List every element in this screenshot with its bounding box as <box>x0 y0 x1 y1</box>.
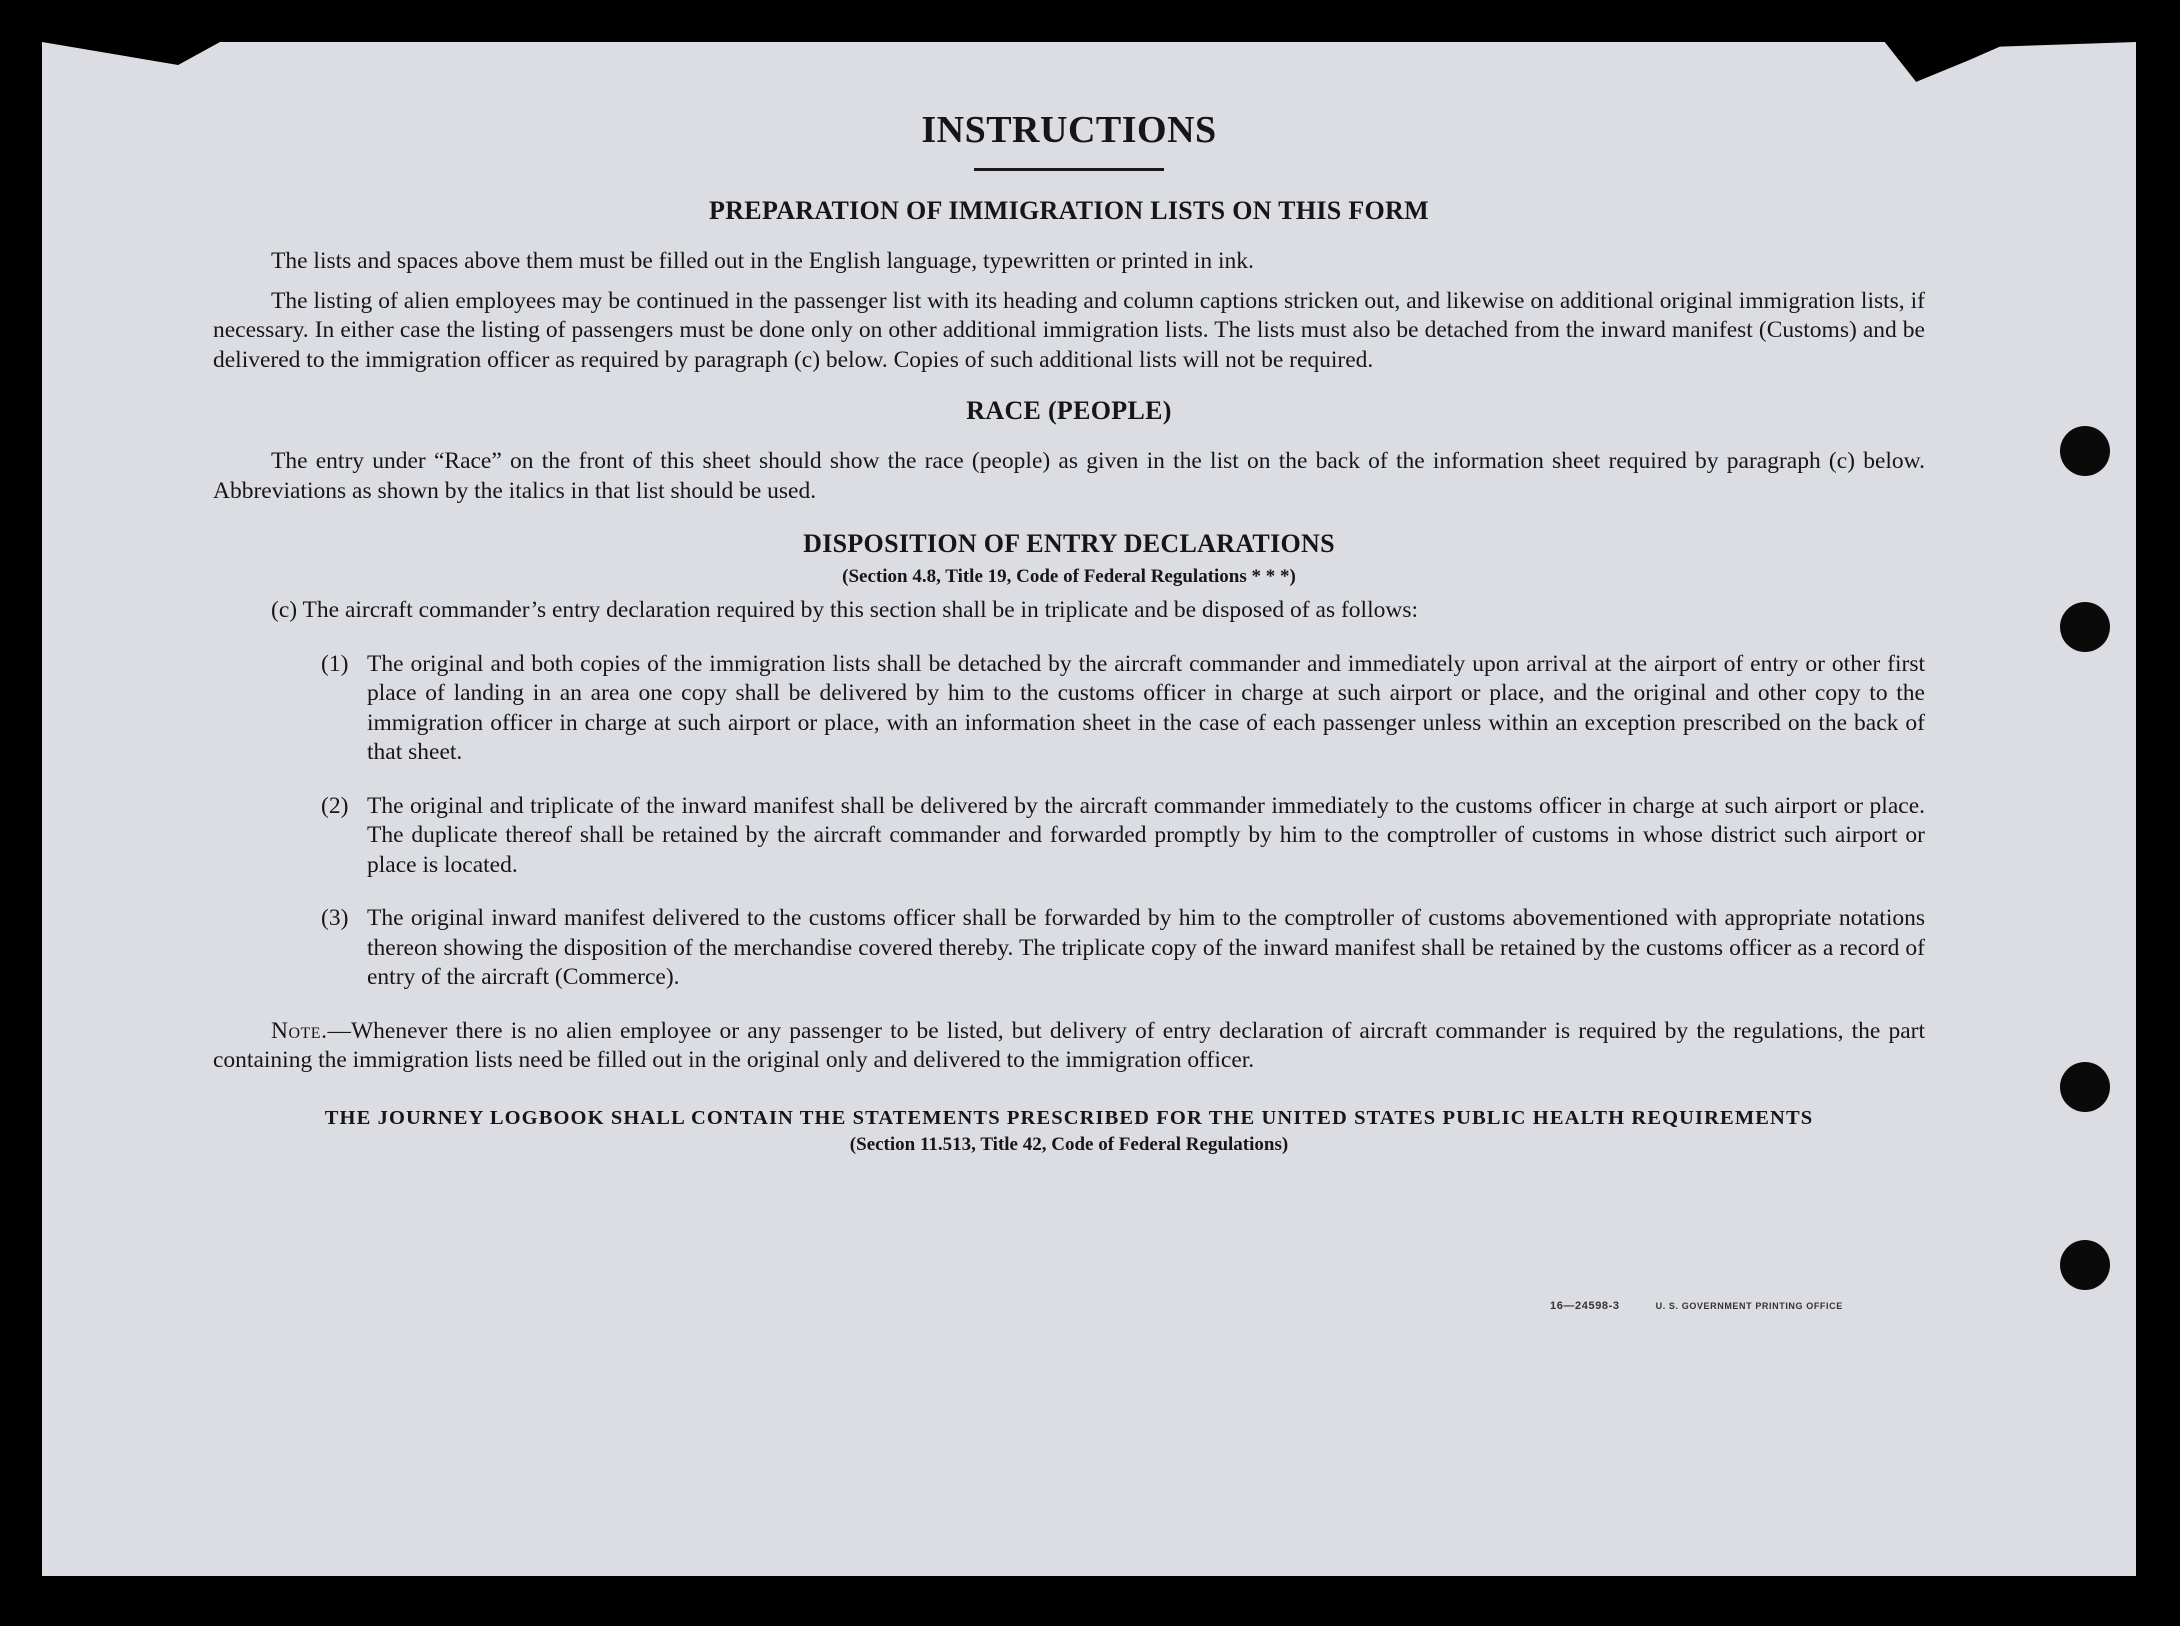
logbook-citation: (Section 11.513, Title 42, Code of Federal Regulations) <box>849 1133 1289 1155</box>
page-title: INSTRUCTIONS <box>921 109 1217 151</box>
printer-imprint <box>1550 1300 1843 1312</box>
note-paragraph <box>213 1017 1925 1076</box>
note-label: Note. <box>271 1017 328 1044</box>
logbook-statement: THE JOURNEY LOGBOOK SHALL CONTAIN THE STATEMENTS PRESCRIBED FOR THE UNITED STATES PUBLIC HEALTH REQUIREMENTS <box>324 1106 1814 1129</box>
title-underline <box>974 168 1164 171</box>
punch-hole <box>2060 602 2110 652</box>
list-item-text: The original inward manifest delivered to the customs officer shall be forwarded by him to the comptroller of customs abovementioned with appropriate notations thereon showing the disposition of the merchandise covered thereby. The triplicate copy of the inward manifest shall be retained by the customs officer as a record of entry of the aircraft (Commerce). <box>367 905 1925 990</box>
race-heading: RACE (PEOPLE) <box>966 396 1172 425</box>
instructions-content <box>213 100 1925 1158</box>
punch-hole <box>2060 1240 2110 1290</box>
disposition-citation: (Section 4.8, Title 19, Code of Federal Regulations * * *) <box>842 566 1296 587</box>
preparation-heading: PREPARATION OF IMMIGRATION LISTS ON THIS FORM <box>709 196 1429 225</box>
list-item-number: (1) <box>321 650 349 677</box>
form-number: 16—24598-3 <box>1550 1300 1620 1312</box>
list-item-number: (3) <box>321 905 349 931</box>
printer-name: U. S. GOVERNMENT PRINTING OFFICE <box>1655 1301 1843 1311</box>
disposition-intro: (c) The aircraft commander’s entry declaration required by this section shall be in triplicate and be disposed of as follows: <box>271 597 1418 623</box>
disposition-heading: DISPOSITION OF ENTRY DECLARATIONS <box>803 529 1335 558</box>
preparation-paragraph-1: The lists and spaces above them must be filled out in the English language, typewritten or printed in ink. <box>271 248 1254 274</box>
punch-hole <box>2060 1062 2110 1112</box>
list-item <box>213 650 1925 768</box>
list-item-text: The original and triplicate of the inward manifest shall be delivered by the aircraft commander immediately to the customs officer in charge at such airport or place. The duplicate thereof shall be retained by the aircraft commander and forwarded promptly by him to the comptroller of customs in whose district such airport or place is located. <box>367 792 1925 878</box>
punch-hole <box>2060 426 2110 476</box>
list-item-text: The original and both copies of the immigration lists shall be detached by the aircraft commander and immediately upon arrival at the airport of entry or other first place of landing in an area one copy shall be delivered by him to the customs officer in charge at such airport or place, and the original and other copy to the immigration officer in charge at such airport or place, with an information sheet in the case of each passenger unless within an exception prescribed on the back of that sheet. <box>367 650 1925 765</box>
preparation-paragraph-2: The listing of alien employees may be continued in the passenger list with its heading and column captions stricken out, and likewise on additional original immigration lists, if necessary. In either case the listing of passengers must be done only on other additional immigration lists. The lists must also be detached from the inward manifest (Customs) and be delivered to the immigration officer as required by paragraph (c) below. Copies of such additional lists will not be required. <box>213 287 1925 373</box>
list-item <box>213 904 1925 993</box>
list-item-number: (2) <box>321 792 349 819</box>
note-text: —Whenever there is no alien employee or any passenger to be listed, but delivery of entry declaration of aircraft commander is required by the regulations, the part containing the immigration lists need be filled out in the original only and delivered to the immigration officer. <box>213 1017 1925 1073</box>
race-paragraph: The entry under “Race” on the front of this sheet should show the race (people) as given in the list on the back of the information sheet required by paragraph (c) below. Abbreviations as shown by the italics in that list should be used. <box>213 448 1925 504</box>
list-item <box>213 792 1925 881</box>
